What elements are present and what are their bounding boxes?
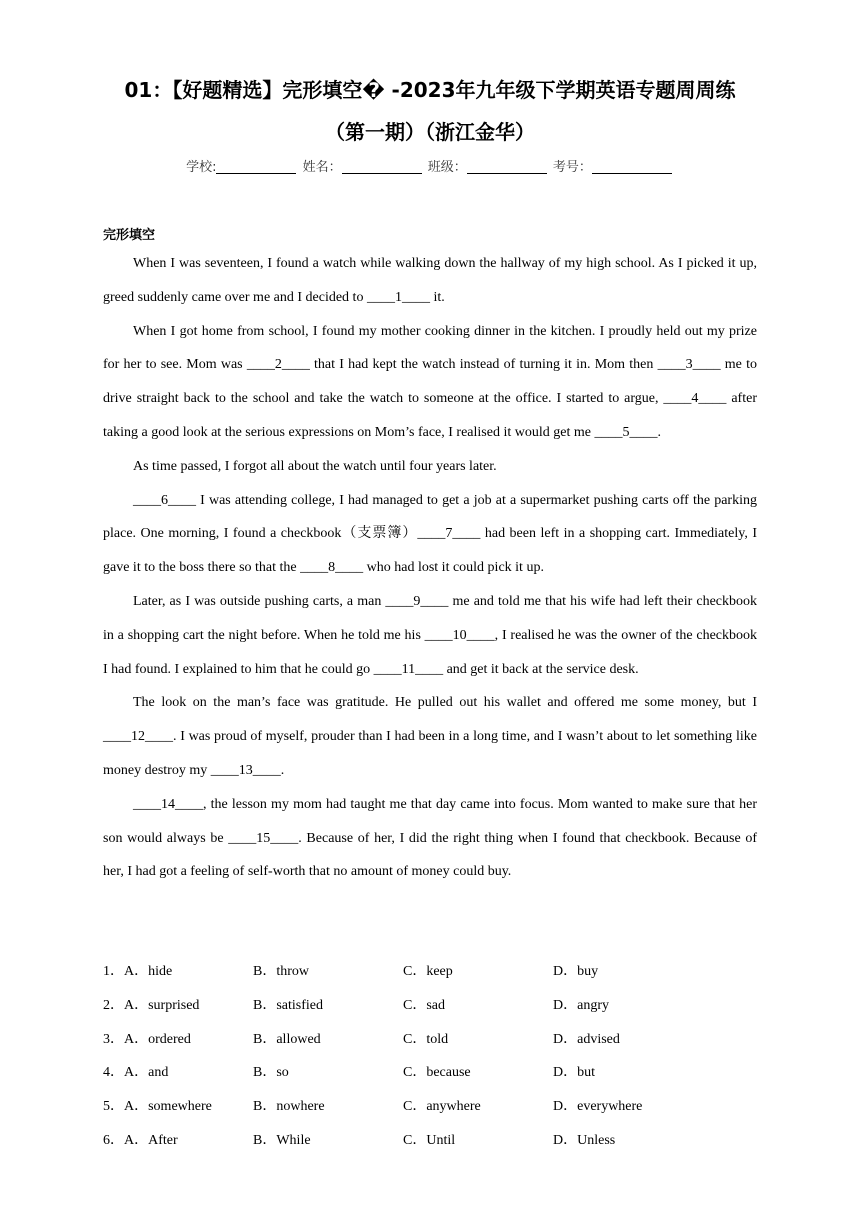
option: B．nowhere (253, 1099, 325, 1115)
answer-options (103, 955, 757, 1158)
option: 5．A．somewhere (103, 1099, 212, 1115)
option: C．told (403, 1031, 449, 1047)
school-blank[interactable] (216, 159, 296, 174)
school-label: 学校: (186, 160, 217, 175)
option: 6．A．After (103, 1132, 178, 1148)
passage-paragraph: When I got home from school, I found my mother cooking dinner in the kitchen. I proudly held out my prize for her to see. Mom was ____2____ that I had kept the watch instead of turning it in. Mom then ____3____ me to drive straight back to the school and take the watch to someone at the office. I started to argue, ____4____ after taking a good look at the serious expressions on Mom’s face, I realised it would get me ____5____. (103, 323, 757, 440)
option: C．sad (403, 997, 445, 1013)
option: B．throw (253, 964, 309, 979)
option: D．advised (553, 1031, 620, 1047)
question-row-6 (103, 1124, 757, 1158)
student-info-line (0, 158, 860, 178)
document-title-line-1: 01：【好题精选】完形填空� -2023年九年级下学期英语专题周周练 (124, 78, 736, 102)
option: D．Unless (553, 1132, 616, 1148)
option: 1．A．hide (103, 964, 173, 979)
question-row-2 (103, 989, 757, 1023)
passage-paragraph: ____6____ I was attending college, I had managed to get a job at a supermarket pushing carts off the parking place. One morning, I found a checkbook（支票簿）____7____ had been left in a shopping cart. Immediately, I gave it to the boss there so that the ____8____ who had lost it could pick it up. (103, 492, 757, 576)
class-blank[interactable] (467, 159, 547, 174)
option: 3．A．ordered (103, 1031, 191, 1047)
option: D．but (553, 1065, 595, 1081)
document-title-line-2: （第一期）（浙江金华） (325, 120, 535, 144)
option: D．angry (553, 997, 609, 1013)
passage-paragraph: When I was seventeen, I found a watch while walking down the hallway of my high school. As I picked it up, greed suddenly came over me and I decided to ____1____ it. (103, 256, 757, 305)
name-label: 姓名： (302, 160, 342, 175)
option: 4．A．and (103, 1065, 169, 1081)
option: 2．A．surprised (103, 997, 200, 1013)
class-label: 班级： (427, 160, 467, 175)
option: B．allowed (253, 1031, 321, 1047)
option: C．keep (403, 964, 453, 979)
option: C．because (403, 1065, 471, 1081)
option: D．everywhere (553, 1099, 643, 1115)
passage-paragraph: Later, as I was outside pushing carts, a man ____9____ me and told me that his wife had left their checkbook in a shopping cart the night before. When he told me his ____10____, I realised he was the owner of the checkbook I had found. I explained to him that he could go ____11____ and get it back at the service desk. (103, 593, 757, 677)
exam-no-label: 考号： (552, 160, 592, 175)
section-title: 完形填空 (103, 228, 156, 243)
option: B．so (253, 1065, 289, 1081)
question-row-5 (103, 1090, 757, 1124)
passage-paragraph: ____14____, the lesson my mom had taught me that day came into focus. Mom wanted to make sure that her son would always be ____15____. Because of her, I did the right thing when I found that checkbook. Because of her, I had got a feeling of self-worth that no amount of money could buy. (103, 796, 757, 880)
name-blank[interactable] (342, 159, 422, 174)
cloze-passage (103, 247, 757, 889)
passage-paragraph: As time passed, I forgot all about the watch until four years later. (133, 458, 497, 474)
passage-paragraph: The look on the man’s face was gratitude. He pulled out his wallet and offered me some money, but I ____12____. I was proud of myself, prouder than I had been in a long time, and I wasn’t about to let something like money destroy my ____13____. (103, 695, 757, 778)
option: C．anywhere (403, 1099, 481, 1115)
option: D．buy (553, 964, 599, 979)
option: B．While (253, 1132, 311, 1148)
exam-no-blank[interactable] (592, 159, 672, 174)
question-row-4 (103, 1056, 757, 1090)
option: B．satisfied (253, 997, 323, 1013)
question-row-3 (103, 1023, 757, 1057)
question-row-1 (103, 955, 757, 989)
option: C．Until (403, 1132, 456, 1148)
